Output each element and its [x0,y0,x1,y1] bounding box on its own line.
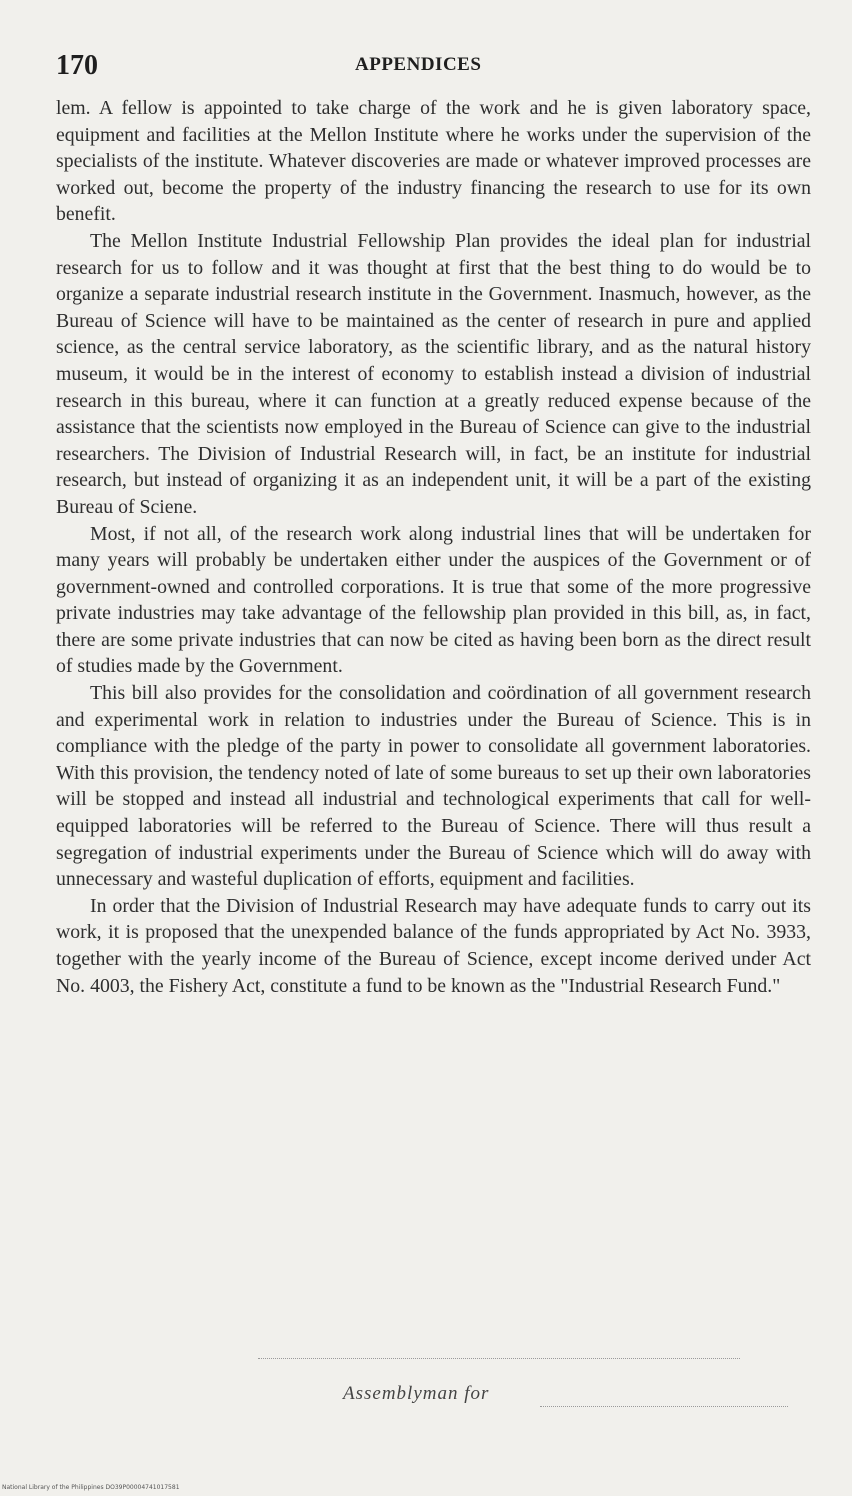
paragraph-consolidation: This bill also provides for the consolidation and coördination of all government research and experimental work in relation to industries under the Bureau of Science. This is in compliance with the pledge of the party in power to consolidate all government laboratories. With this provision, the tendency noted of late of some bureaus to set up their own laboratories will be stopped and instead all industrial and technological experiments that call for well-equipped laboratories will be referred to the Bureau of Science. There will thus result a segregation of industrial experiments under the Bureau of Science which will do away with unnecessary and wasteful duplication of efforts, equipment and facilities. [56,682,811,891]
page-number: 170 [56,50,98,81]
signature-blank-line [540,1406,788,1407]
body-text [56,95,811,999]
paragraph-research-fund: In order that the Division of Industrial Research may have adequate funds to carry out its work, it is proposed that the unexpended balance of the funds appropriated by Act No. 3933, together with the yearly income of the Bureau of Science, except income derived under Act No. 4003, the Fishery Act, constitute a fund to be known as the "Industrial Research Fund." [56,894,811,997]
paragraph-continuation: lem. A fellow is appointed to take charge of the work and he is given laboratory space, equipment and facilities at the Mellon Institute where he works under the supervision of the specialists of the institute. Whatever discoveries are made or whatever improved processes are worked out, become the property of the industry financing the research to use for its own benefit. [56,97,811,226]
signature-block [258,1358,798,1428]
paragraph-mellon-plan: The Mellon Institute Industrial Fellowship Plan provides the ideal plan for industrial research for us to follow and it was thought at first that the best thing to do would be to organize a separate industrial research institute in the Government. Inasmuch, however, as the Bureau of Science will have to be maintained as the center of research in pure and applied science, as the central service laboratory, as the scientific library, and as the natural history museum, it would be in the interest of economy to establish instead a division of industrial research in this bureau, where it can function at a greatly reduced expense because of the assistance that the scientists now employed in the Bureau of Science can give to the industrial researchers. The Division of Industrial Research will, in fact, be an institute for industrial research, but instead of organizing it as an independent unit, it will be a part of the existing Bureau of Sciene. [56,229,811,518]
signature-line [258,1358,740,1359]
paragraph-research-work: Most, if not all, of the research work along industrial lines that will be undertaken for many years will probably be undertaken either under the auspices of the Government or of government-owned and controlled corporations. It is true that some of the more progressive private industries may take advantage of the fellowship plan provided in this bill, as, in fact, there are some private industries that can now be cited as having been born as the direct result of studies made by the Government. [56,522,811,678]
signature-label: Assemblyman for [343,1383,490,1404]
footer-credit: National Library of the Philippines DO39P00004741017581 [2,1484,180,1491]
running-head: APPENDICES [355,54,482,75]
